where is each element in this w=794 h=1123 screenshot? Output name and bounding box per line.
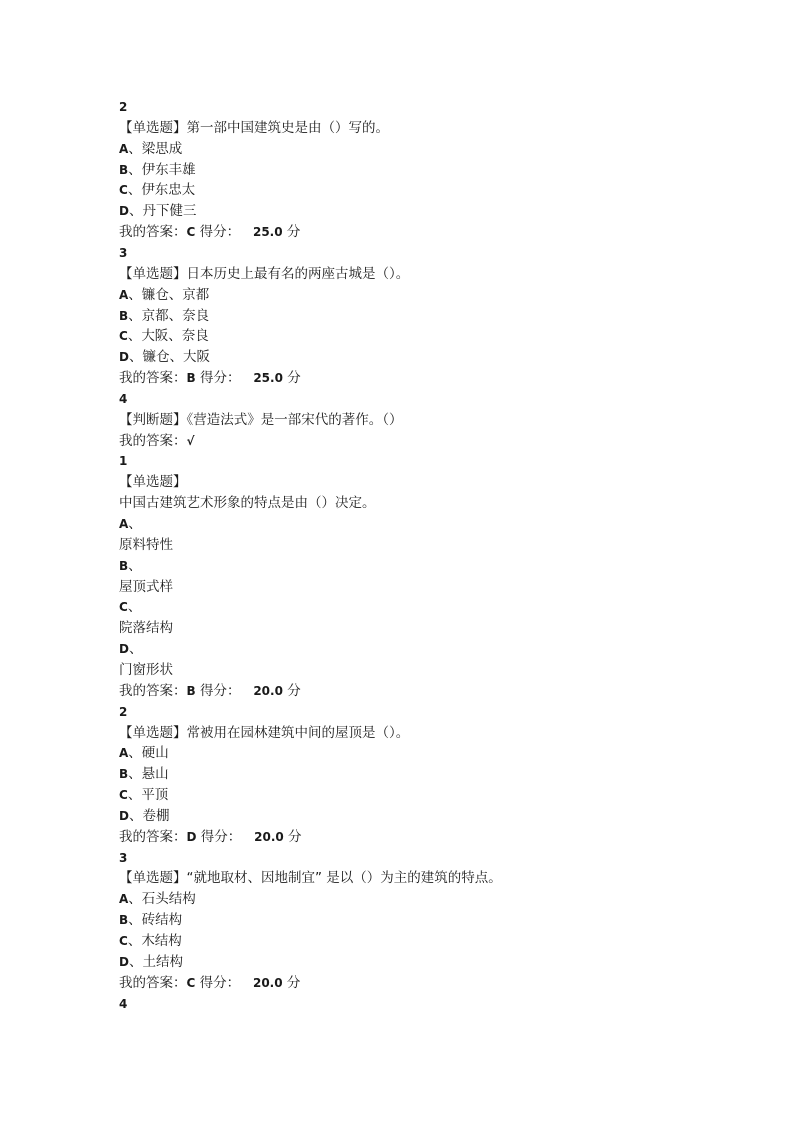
option-letter: C <box>119 329 128 344</box>
score-unit: 分 <box>286 974 301 991</box>
question-text-content: 原料特性 <box>119 536 173 553</box>
option-text: 硬山 <box>141 745 169 762</box>
separator: 、 <box>128 349 143 366</box>
option-letter: A <box>119 517 129 531</box>
separator: 、 <box>128 140 142 157</box>
option-text: 伊东丰雄 <box>141 161 196 178</box>
option-letter-line <box>119 556 142 576</box>
option-letter: A <box>119 141 129 156</box>
score-unit: 分 <box>287 370 301 387</box>
answer-label: 我的答案： <box>119 828 187 845</box>
separator: 、 <box>128 766 142 783</box>
score-label: 得分： <box>200 828 242 845</box>
answer-value: C <box>186 975 196 990</box>
score-label: 得分： <box>199 370 241 387</box>
separator <box>240 683 253 699</box>
option-line <box>119 806 169 826</box>
option-line <box>119 931 182 951</box>
option-text: 京都、奈良 <box>141 307 210 324</box>
separator: 、 <box>128 203 143 220</box>
option-text: 伊东忠太 <box>141 182 196 199</box>
score-unit: 分 <box>286 224 301 241</box>
option-line <box>119 180 195 200</box>
question-text <box>119 410 403 430</box>
my-answer-line <box>119 681 301 701</box>
answer-label: 我的答案： <box>119 974 187 991</box>
question-text <box>119 535 173 555</box>
option-letter: C <box>119 934 128 948</box>
option-line <box>119 785 168 805</box>
question-text-content: 中国古建筑艺术形象的特点是由（）决定。 <box>119 495 376 512</box>
question-number <box>119 848 127 868</box>
question-number-text: 1 <box>119 454 128 469</box>
separator <box>240 370 253 386</box>
option-letter: B <box>119 913 129 928</box>
question-number-text: 4 <box>119 391 128 406</box>
score-value: 20.0 <box>254 829 284 844</box>
option-letter: B <box>119 558 129 573</box>
option-line <box>119 889 196 909</box>
option-letter: C <box>119 788 128 803</box>
question-text <box>119 264 409 284</box>
option-letter: D <box>119 808 129 823</box>
option-letter: C <box>119 183 128 198</box>
option-text: 梁思成 <box>141 140 183 157</box>
question-text-content: 【单选题】 <box>119 474 187 491</box>
option-line <box>119 952 183 972</box>
question-number-text: 3 <box>119 245 128 260</box>
answer-value: C <box>186 225 196 240</box>
option-letter: D <box>119 350 129 365</box>
separator: 、 <box>128 641 143 658</box>
option-letter: D <box>119 954 129 969</box>
option-line <box>119 326 209 346</box>
question-text <box>119 493 376 513</box>
score-label: 得分： <box>199 682 241 699</box>
question-text-content: 门窗形状 <box>119 661 173 678</box>
separator: 、 <box>128 912 142 929</box>
question-number <box>119 243 127 263</box>
question-text-content: 【单选题】第一部中国建筑史是由（）写的。 <box>119 119 389 136</box>
question-number-text: 2 <box>119 704 128 719</box>
option-letter: B <box>119 162 129 177</box>
option-line <box>119 201 196 221</box>
question-text <box>119 723 409 743</box>
question-text-content: 【单选题】“就地取材、因地制宜” 是以（）为主的建筑的特点。 <box>119 870 502 887</box>
separator: 、 <box>127 599 142 616</box>
answer-label: 我的答案： <box>119 432 187 449</box>
score-value: 25.0 <box>252 225 283 240</box>
question-text <box>119 472 187 492</box>
separator: 、 <box>128 161 142 178</box>
option-line <box>119 764 169 784</box>
question-text <box>119 618 173 638</box>
question-number <box>119 994 127 1014</box>
option-text: 平顶 <box>141 787 169 804</box>
question-text <box>119 118 389 138</box>
my-answer-line <box>119 431 195 451</box>
my-answer-line <box>119 827 302 847</box>
score-value: 20.0 <box>253 683 283 698</box>
question-text <box>119 868 502 888</box>
question-text-content: 屋顶式样 <box>119 578 173 595</box>
option-line <box>119 160 196 180</box>
option-text: 大阪、奈良 <box>141 328 209 345</box>
option-line <box>119 306 209 326</box>
option-letter: A <box>119 287 129 302</box>
option-text: 土结构 <box>142 953 183 970</box>
question-text-content: 【单选题】日本历史上最有名的两座古城是（）。 <box>119 265 410 282</box>
my-answer-line <box>119 368 301 388</box>
separator: 、 <box>128 286 142 303</box>
separator <box>241 829 254 845</box>
option-letter-line <box>119 514 142 534</box>
question-number <box>119 389 127 409</box>
option-text: 砖结构 <box>141 912 183 929</box>
option-text: 石头结构 <box>141 891 196 908</box>
option-letter: C <box>119 600 128 615</box>
question-number-text: 4 <box>119 996 128 1011</box>
question-number-text: 2 <box>119 100 128 114</box>
option-line <box>119 910 182 930</box>
question-text-content: 【单选题】常被用在园林建筑中间的屋顶是（）。 <box>119 724 410 741</box>
option-text: 镰仓、大阪 <box>142 349 210 366</box>
my-answer-line <box>119 222 300 242</box>
separator: 、 <box>127 933 142 949</box>
score-value: 25.0 <box>253 371 283 386</box>
option-letter-line <box>119 597 141 617</box>
option-letter-line <box>119 639 142 659</box>
option-letter: A <box>119 892 129 907</box>
option-letter: D <box>119 642 129 657</box>
option-line <box>119 285 209 305</box>
question-number <box>119 451 127 471</box>
separator: 、 <box>127 328 142 345</box>
separator: 、 <box>128 307 142 324</box>
option-line <box>119 347 210 367</box>
separator <box>240 224 253 240</box>
option-text: 木结构 <box>141 933 182 949</box>
question-text <box>119 577 173 597</box>
separator: 、 <box>128 557 142 574</box>
score-unit: 分 <box>287 682 301 699</box>
option-text: 悬山 <box>141 766 169 783</box>
answer-label: 我的答案： <box>119 224 187 241</box>
separator: 、 <box>128 807 143 824</box>
question-text-content: 【判断题】《营造法式》是一部宋代的著作。（） <box>119 411 403 428</box>
question-number <box>119 702 127 722</box>
question-number-text: 3 <box>119 850 128 865</box>
my-answer-line <box>119 973 300 993</box>
option-letter: B <box>119 767 129 782</box>
separator: 、 <box>128 516 142 532</box>
option-line <box>119 139 182 159</box>
score-value: 20.0 <box>252 975 283 990</box>
option-text: 卷棚 <box>142 807 170 824</box>
option-line <box>119 743 169 763</box>
answer-label: 我的答案： <box>119 370 187 387</box>
separator <box>240 975 253 991</box>
separator: 、 <box>128 745 142 762</box>
answer-value: D <box>186 829 197 844</box>
score-unit: 分 <box>288 828 302 845</box>
answer-value: √ <box>186 433 195 448</box>
separator: 、 <box>127 182 142 199</box>
option-text: 镰仓、京都 <box>141 286 210 303</box>
score-label: 得分： <box>199 224 241 241</box>
question-text-content: 院落结构 <box>119 620 173 637</box>
question-text <box>119 660 173 680</box>
question-number <box>119 97 127 117</box>
option-text: 丹下健三 <box>142 203 197 220</box>
answer-value: B <box>186 683 196 698</box>
option-letter: B <box>119 308 129 323</box>
separator: 、 <box>128 953 143 970</box>
separator: 、 <box>127 787 142 804</box>
answer-label: 我的答案： <box>119 682 187 699</box>
separator: 、 <box>128 891 142 908</box>
option-letter: D <box>119 204 129 219</box>
score-label: 得分： <box>199 974 241 991</box>
answer-value: B <box>186 371 196 386</box>
option-letter: A <box>119 746 129 761</box>
